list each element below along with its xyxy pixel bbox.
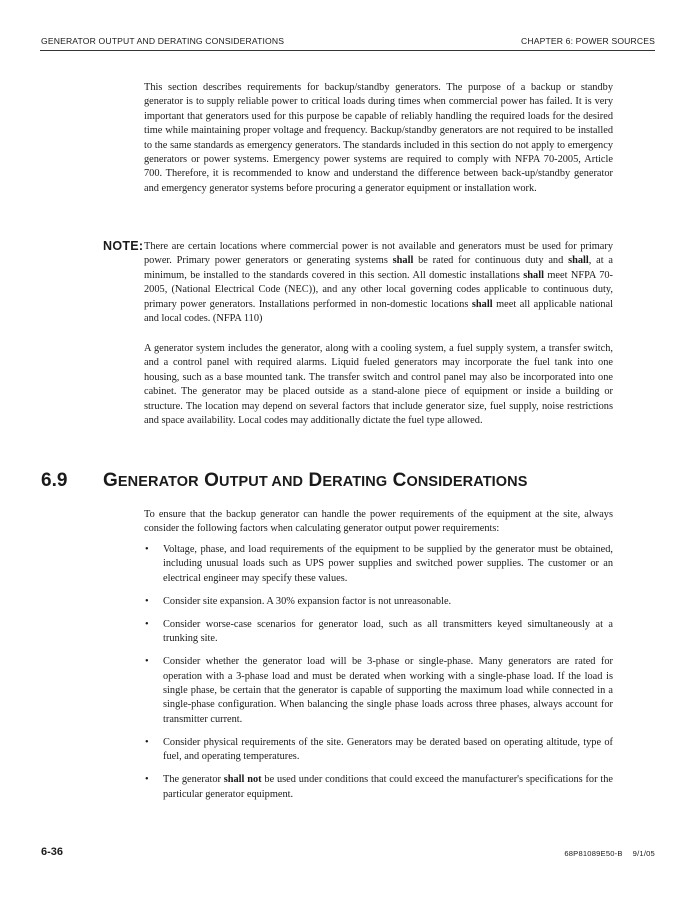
title-rest-3: ERATING	[322, 474, 388, 490]
bullet-icon: •	[145, 656, 149, 668]
doc-date: 9/1/05	[632, 849, 655, 858]
note-text-4: meet NFPA 70-2005, (National Electrical Code (NEC)), and any other local governing codes applicable to continuous duty, primary power generators. Installations performed in non-domestic locations	[144, 269, 613, 310]
note-text	[144, 240, 613, 326]
shall-not-emphasis: shall not	[223, 774, 262, 786]
note-text-5: meet all applicable national and local codes. (NFPA 110)	[144, 298, 614, 325]
section-number: 6.9	[41, 470, 68, 491]
note-text-3: , at a minimum, be installed to the standards covered in this section. All domestic installations	[144, 255, 613, 281]
note-text-2: be rated for continuous duty and	[413, 255, 569, 267]
bullet-icon: •	[145, 618, 149, 630]
list-item	[144, 655, 613, 727]
list-item	[144, 543, 613, 586]
list-item	[144, 736, 613, 765]
title-initial-4: C	[392, 470, 407, 491]
intro-paragraph: This section describes requirements for backup/standby generators. The purpose of a backup or standby generator is to supply reliable power to critical loads during times when commercial power has failed. It is very important that generators used for this purpose be capable of reliably handling the required loads for the desired time while maintaining proper voltage and frequency. Backup/standby generators are not required to be installed to the same standards as emergency generators. The standards included in this section do not apply to emergency generators or power systems. Emergency power systems are required to comply with NFPA 70-2005, Article 700. Therefore, it is recommended to know and understand the difference between back-up/standby generator and emergency generator systems before procuring a generator equipment or installation work.	[144, 82, 613, 194]
list-item-text: Consider whether the generator load will be 3-phase or single-phase. Many generators are rated for operation with a 3-phase load and must be derated when working with a single-phase load. If the load is single phase, be certain that the generator is capable of supporting the maximum load while connected in a single-phase configuration. When balancing the single phase loads across three phases, always account for transmitter current.	[163, 656, 613, 725]
note-shall-2: shall	[568, 255, 589, 267]
note-label: NOTE:	[103, 239, 144, 253]
bullet-icon: •	[145, 544, 149, 555]
running-header-right: CHAPTER 6: POWER SOURCES	[521, 36, 655, 46]
title-rest-4: ONSIDERATIONS	[406, 474, 528, 490]
note-shall-1: shall	[392, 255, 414, 267]
list-item-text: Consider worse-case scenarios for generator load, such as all transmitters keyed simultaneously at a trunking site.	[163, 618, 613, 645]
bullet-icon: •	[145, 774, 149, 786]
system-paragraph: A generator system includes the generator, along with a cooling system, a fuel supply system, a transfer switch, and a control panel with required alarms. Liquid fueled generators may incorporate the fuel tank into one housing, such as a base mounted tank. The transfer switch and control panel may also be incorporated into one cabinet. The generator may be placed outside as a stand-alone piece of equipment or inside a building or structure. The location may depend on several factors that include generator size, fuel supply, noise restrictions and space availability. Local codes may additionally dictate the fuel type allowed.	[144, 343, 613, 427]
list-item-text: The generator	[163, 774, 224, 786]
factor-list	[144, 543, 613, 811]
note-block	[103, 240, 613, 326]
title-initial-1: G	[103, 470, 118, 491]
note-shall-3: shall	[523, 269, 544, 281]
list-item-text: Consider physical requirements of the site. Generators may be derated based on operating altitude, type of fuel, and operating temperatures.	[163, 736, 613, 763]
title-initial-3: D	[308, 470, 323, 491]
list-item	[144, 595, 613, 609]
section-intro: To ensure that the backup generator can handle the power requirements of the equipment at the site, always consider the following factors when calculating generator output power requirements:	[144, 509, 613, 535]
header-rule	[40, 50, 655, 51]
list-item	[144, 618, 613, 647]
doc-number: 68P81089E50-B	[564, 849, 623, 858]
footer-doc-info	[564, 849, 655, 858]
title-rest-2: UTPUT AND	[219, 474, 304, 490]
title-rest-1: ENERATOR	[117, 474, 199, 490]
bullet-icon: •	[145, 595, 149, 607]
note-shall-4: shall	[471, 298, 493, 310]
section-title	[103, 470, 528, 492]
running-header-left: GENERATOR OUTPUT AND DERATING CONSIDERATIONS	[41, 36, 285, 46]
note-text-1: There are certain locations where commercial power is not available and generators must be used for primary power. Primary power generators or generating systems	[144, 241, 613, 267]
page-number: 6-36	[41, 846, 64, 858]
bullet-icon: •	[145, 736, 149, 748]
list-item	[144, 773, 613, 802]
title-initial-2: O	[204, 470, 219, 491]
list-item-text: be used under conditions that could exceed the manufacturer's specifications for the particular generator equipment.	[163, 774, 613, 800]
list-item-text: Consider site expansion. A 30% expansion factor is not unreasonable.	[163, 595, 452, 607]
list-item-text: Voltage, phase, and load requirements of the equipment to be supplied by the generator must be obtained, including unusual loads such as UPS power supplies and switched power supplies. The customer or an electrical engineer may specify these values.	[163, 544, 613, 584]
